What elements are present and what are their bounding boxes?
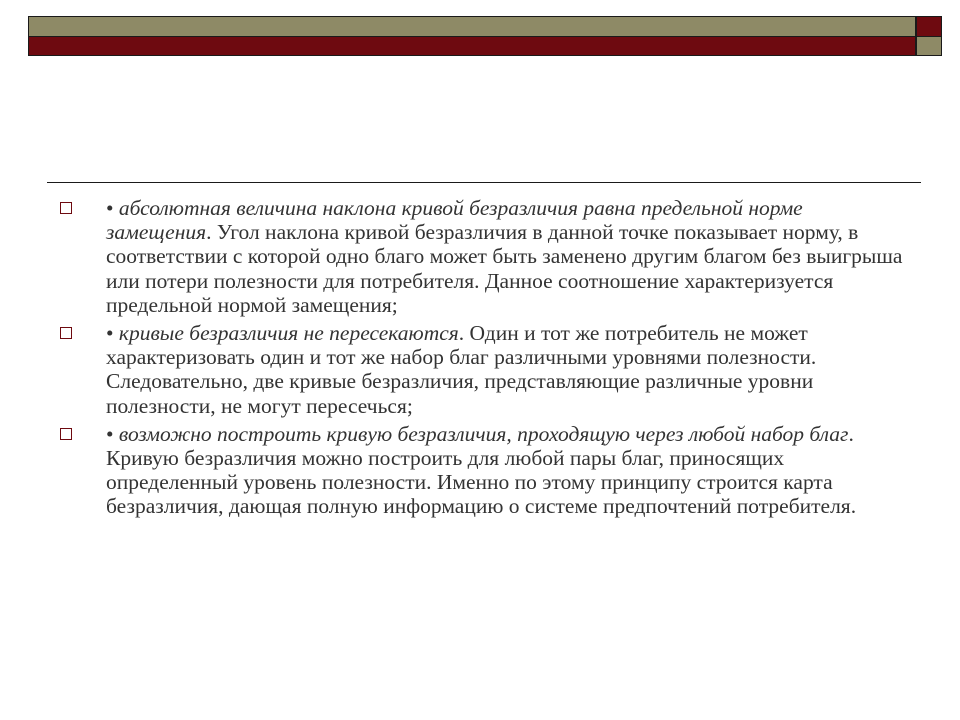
header-maroon-bar xyxy=(28,36,916,56)
item-body: . Кривую безразличия можно построить для любой пары благ, приносящих определенный уровень полезности. Именно по этому принципу строится карта безразличия, дающая полную информацию о системе предпочтений потребителя. xyxy=(106,421,857,519)
slide-body xyxy=(60,196,910,523)
list-item xyxy=(60,422,910,519)
list-item xyxy=(60,196,910,317)
square-bullet-icon xyxy=(60,327,72,339)
header-maroon-square xyxy=(916,16,942,37)
item-bullet: • xyxy=(106,321,119,346)
title-divider xyxy=(47,182,921,183)
item-bullet: • xyxy=(106,421,119,446)
square-bullet-icon xyxy=(60,202,72,214)
item-lead: абсолютная величина наклона кривой безразличия равна предельной норме замещения xyxy=(106,196,803,245)
item-body: . Угол наклона кривой безразличия в данной точке показывает норму, в соответствии с которой одно благо может быть заменено другим благом без выигрыша или потери полезности для потребителя. Данное соотношение характеризуется предельной нормой замещения; xyxy=(106,220,903,317)
header-olive-bar xyxy=(28,16,916,37)
item-bullet: • xyxy=(106,196,119,220)
square-bullet-icon xyxy=(60,428,72,440)
list-item xyxy=(60,321,910,418)
header-olive-square xyxy=(916,36,942,56)
item-body: . Один и тот же потребитель не может характеризовать один и тот же набор благ различными уровнями полезности. Следовательно, две кривые безразличия, представляющие различные уровни полезности, не могут пересечься; xyxy=(106,321,817,418)
header-decoration xyxy=(28,16,942,56)
item-lead: возможно построить кривую безразличия, проходящую через любой набор благ xyxy=(118,421,849,446)
item-lead: кривые безразличия не пересекаются xyxy=(118,321,459,346)
